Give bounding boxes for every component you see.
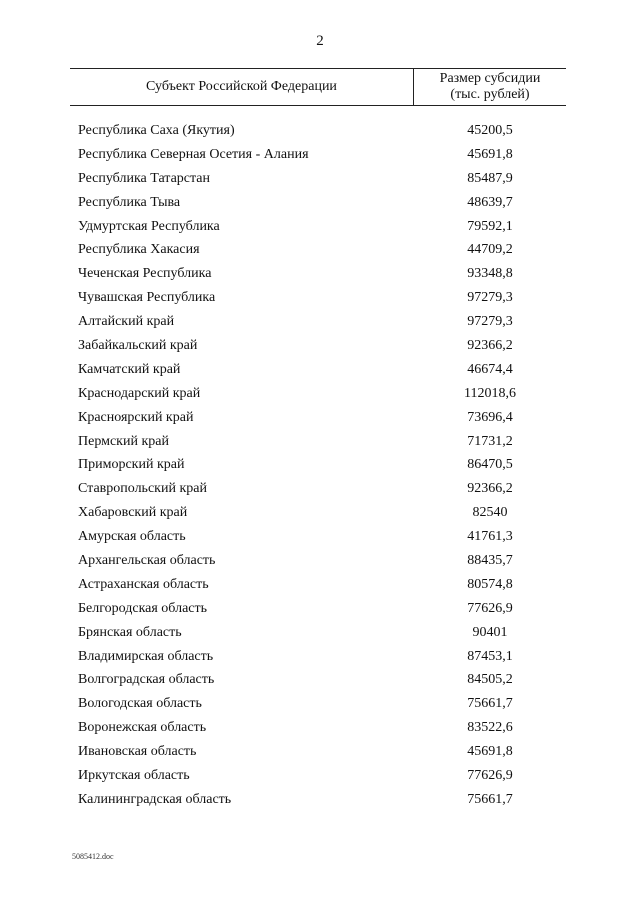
row-subject: Вологодская область [78, 696, 202, 712]
table-row [0, 645, 640, 669]
table-row [0, 573, 640, 597]
table-row [0, 430, 640, 454]
table-header [70, 68, 566, 106]
row-subject: Республика Татарстан [78, 170, 211, 186]
table-row [0, 453, 640, 477]
table-row [0, 788, 640, 812]
row-amount: 79592,1 [467, 218, 513, 234]
row-amount: 112018,6 [464, 385, 516, 401]
table-row [0, 740, 640, 764]
row-amount: 80574,8 [467, 576, 513, 592]
table-row [0, 286, 640, 310]
row-subject: Республика Саха (Якутия) [78, 123, 235, 138]
table-row [0, 238, 640, 262]
row-subject: Пермский край [78, 433, 169, 449]
table-row [0, 501, 640, 525]
row-subject: Белгородская область [78, 600, 208, 616]
row-subject: Владимирская область [78, 648, 214, 664]
row-amount: 77626,9 [467, 600, 513, 616]
row-subject: Республика Хакасия [78, 242, 200, 258]
row-amount: 83522,6 [467, 720, 513, 736]
table-row [0, 167, 640, 191]
row-amount: 73696,4 [467, 409, 513, 425]
row-subject: Забайкальский край [78, 338, 198, 354]
row-subject: Ивановская область [78, 744, 197, 760]
document-filename: 5085412.doc [72, 852, 114, 861]
table-row [0, 692, 640, 716]
table-row [0, 310, 640, 334]
table-row [0, 621, 640, 645]
column-header-amount-line2: (тыс. рублей) [450, 87, 530, 102]
row-subject: Чеченская Республика [78, 266, 212, 282]
row-subject: Республика Северная Осетия - Алания [78, 146, 309, 162]
table-row [0, 406, 640, 430]
table-row [0, 358, 640, 382]
row-amount: 45691,8 [467, 744, 513, 760]
row-subject: Иркутская область [78, 768, 190, 784]
row-amount: 48639,7 [467, 194, 513, 210]
column-header-amount [414, 69, 566, 105]
row-amount: 92366,2 [467, 481, 513, 497]
table-row [0, 143, 640, 167]
row-subject: Приморский край [78, 457, 185, 473]
row-amount: 77626,9 [467, 768, 513, 784]
table-row [0, 525, 640, 549]
row-subject: Удмуртская Республика [78, 218, 220, 234]
table-row [0, 215, 640, 239]
row-subject: Астраханская область [78, 576, 209, 592]
table-row [0, 382, 640, 406]
row-amount: 45200,5 [467, 123, 513, 138]
row-subject: Камчатский край [78, 361, 181, 377]
row-subject: Воронежская область [78, 720, 207, 736]
row-subject: Архангельская область [78, 553, 216, 569]
column-header-amount-line1: Размер субсидии [439, 71, 541, 86]
row-subject: Ставропольский край [78, 481, 207, 497]
row-amount: 92366,2 [467, 338, 513, 354]
table-row [0, 119, 640, 143]
row-amount: 44709,2 [467, 242, 513, 258]
row-amount: 97279,3 [467, 314, 513, 330]
row-subject: Хабаровский край [78, 505, 188, 521]
row-amount: 46674,4 [467, 361, 513, 377]
row-amount: 75661,7 [467, 791, 513, 807]
row-amount: 82540 [472, 505, 508, 521]
row-amount: 90401 [472, 624, 508, 640]
row-subject: Волгоградская область [78, 672, 215, 688]
row-amount: 71731,2 [467, 433, 513, 449]
row-amount: 88435,7 [467, 553, 513, 569]
page-number: 2 [316, 33, 324, 49]
row-amount: 45691,8 [467, 146, 513, 162]
row-amount: 93348,8 [467, 266, 513, 282]
table-row [0, 597, 640, 621]
table-row [0, 716, 640, 740]
table-row [0, 334, 640, 358]
row-amount: 87453,1 [467, 648, 513, 664]
row-subject: Красноярский край [78, 409, 194, 425]
table-row [0, 477, 640, 501]
row-amount: 86470,5 [467, 457, 513, 473]
table-row [0, 191, 640, 215]
row-subject: Республика Тыва [78, 194, 181, 210]
row-amount: 85487,9 [467, 170, 513, 186]
row-amount: 41761,3 [467, 529, 513, 545]
row-amount: 84505,2 [467, 672, 513, 688]
row-subject: Амурская область [78, 529, 186, 545]
row-subject: Алтайский край [78, 314, 175, 330]
row-subject: Чувашская Республика [78, 290, 216, 306]
table-row [0, 764, 640, 788]
table-body [0, 119, 640, 812]
table-row [0, 262, 640, 286]
table-row [0, 668, 640, 692]
row-amount: 97279,3 [467, 290, 513, 306]
row-subject: Калининградская область [78, 791, 232, 807]
table-row [0, 549, 640, 573]
row-subject: Краснодарский край [78, 385, 201, 401]
row-subject: Брянская область [78, 624, 182, 640]
column-header-subject: Субъект Российской Федерации [70, 69, 414, 105]
row-amount: 75661,7 [467, 696, 513, 712]
